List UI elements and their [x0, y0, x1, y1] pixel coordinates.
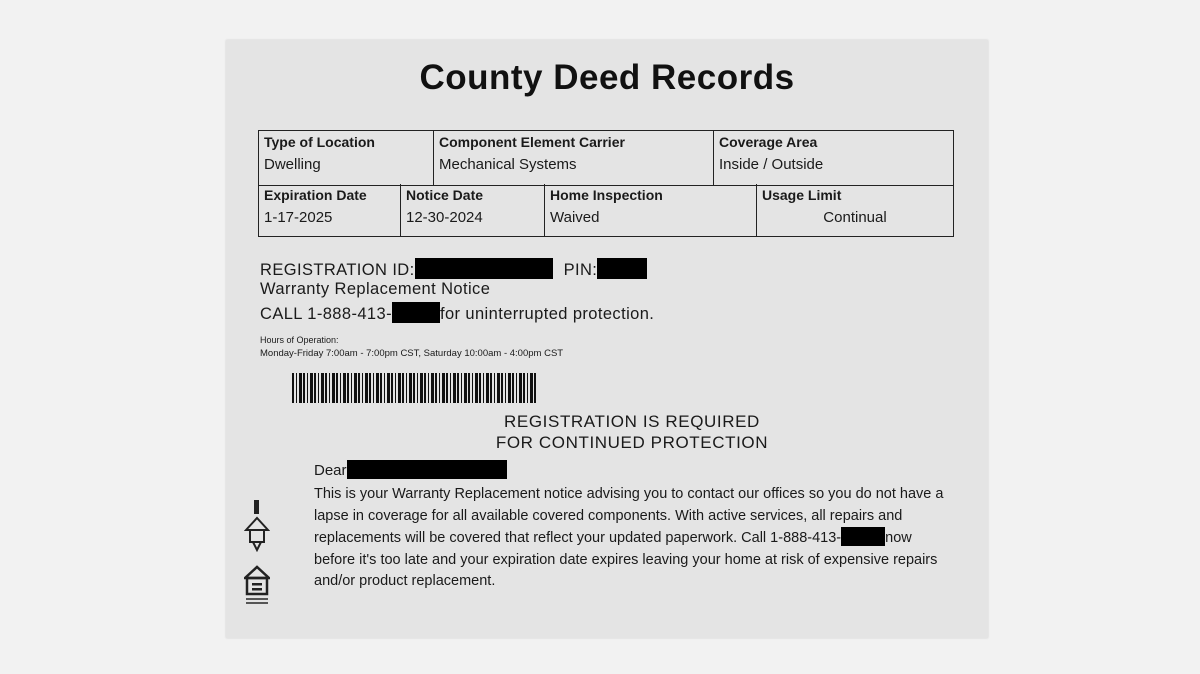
expiration-date-cell	[259, 184, 401, 236]
equal-housing-icon	[244, 564, 270, 608]
cell-label: Usage Limit	[762, 187, 842, 203]
notice-document	[226, 40, 988, 638]
notice-date-cell	[401, 184, 545, 236]
cell-value: Mechanical Systems	[439, 156, 577, 173]
document-title: County Deed Records	[419, 58, 795, 97]
cell-value: Dwelling	[264, 156, 321, 173]
registration-line	[260, 258, 647, 280]
house-logo-icon	[244, 498, 270, 552]
registration-required-line-2: FOR CONTINUED PROTECTION	[495, 433, 769, 452]
coverage-area-cell	[714, 131, 953, 185]
redacted-name	[347, 460, 507, 479]
cell-value: 1-17-2025	[264, 209, 333, 226]
cell-label: Notice Date	[406, 187, 484, 203]
hours-label: Hours of Operation:	[260, 335, 339, 345]
component-element-carrier-cell	[434, 131, 714, 185]
barcode	[292, 373, 538, 403]
details-table-row-1	[258, 130, 954, 186]
letter-body-part-1: This is your Warranty Replacement notice advising you to contact our offices so you do not have a lapse in coverage for all available covered components. With active services, all repairs and replacements will be covered that reflect your updated paperwork. Call 1-888-413-	[314, 486, 944, 546]
redacted-pin	[597, 258, 647, 279]
redacted-phone	[392, 302, 440, 323]
salutation-text: Dear	[314, 462, 347, 479]
pin-label: PIN:	[563, 261, 598, 279]
registration-id-label: REGISTRATION ID:	[260, 261, 415, 279]
hours-text: Monday-Friday 7:00am - 7:00pm CST, Saturday 10:00am - 4:00pm CST	[260, 348, 564, 359]
details-table-row-2	[258, 184, 954, 237]
letter-body	[314, 484, 954, 593]
registration-required-line-1: REGISTRATION IS REQUIRED	[504, 412, 760, 431]
cell-value: Continual	[823, 209, 887, 226]
notice-line: Warranty Replacement Notice	[260, 280, 491, 298]
cell-label: Component Element Carrier	[439, 134, 625, 150]
redacted-phone-2	[841, 527, 885, 546]
salutation	[314, 460, 507, 479]
cell-label: Type of Location	[264, 134, 375, 150]
call-line	[260, 302, 654, 324]
type-of-location-cell	[259, 131, 434, 185]
home-inspection-cell	[545, 184, 757, 236]
cell-label: Coverage Area	[719, 134, 818, 150]
letter-body-part-2: now before it's too late and your expiration date expires leaving your home at risk of expensive repairs and/or product replacement.	[314, 530, 938, 589]
cell-value: Waived	[550, 209, 600, 226]
cell-value: Inside / Outside	[719, 156, 824, 173]
cell-label: Expiration Date	[264, 187, 367, 203]
cell-label: Home Inspection	[550, 187, 663, 203]
usage-limit-cell	[757, 184, 953, 236]
redacted-registration-id	[415, 258, 553, 279]
call-suffix: for uninterrupted protection.	[439, 305, 655, 323]
call-prefix: CALL 1-888-413-	[260, 305, 392, 323]
cell-value: 12-30-2024	[406, 209, 483, 226]
